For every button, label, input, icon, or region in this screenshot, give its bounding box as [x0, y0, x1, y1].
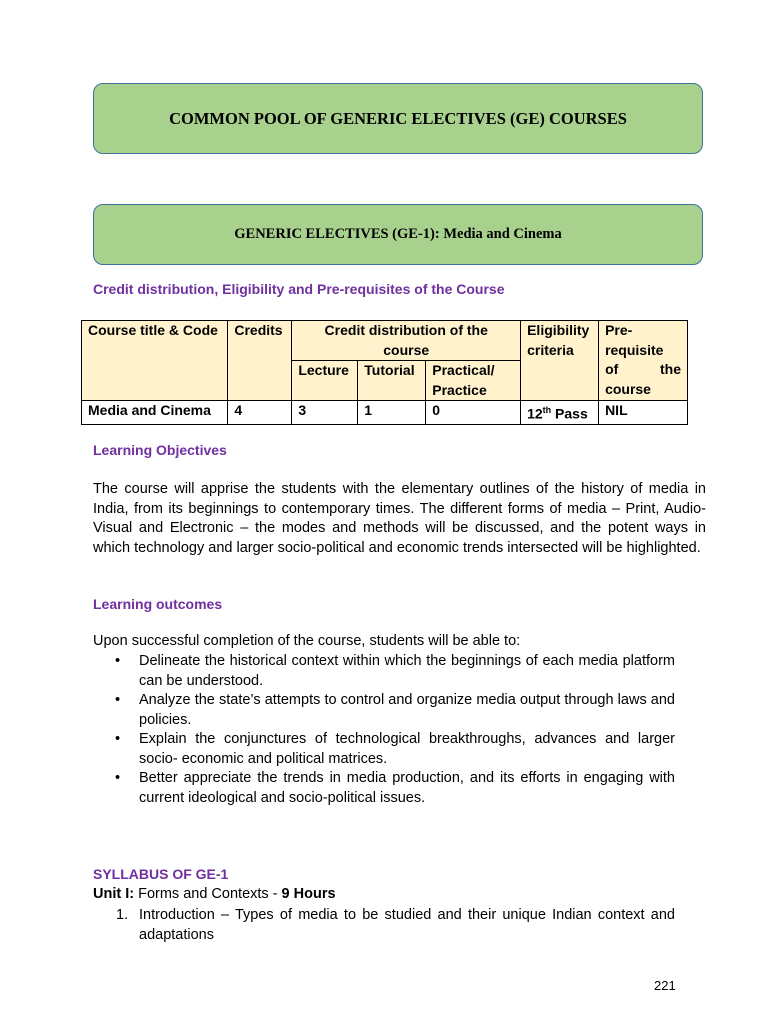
bullet-icon: •	[115, 692, 121, 708]
unit-heading: Unit I: Forms and Contexts - 9 Hours	[93, 886, 336, 902]
learning-outcomes-heading: Learning outcomes	[93, 596, 223, 612]
header-lecture: Lecture	[292, 361, 358, 401]
header-eligibility: Eligibility criteria	[521, 321, 599, 401]
credit-table	[81, 320, 688, 425]
header-prerequisite: Pre- requisite of the course	[599, 321, 688, 401]
bullet-icon: •	[115, 770, 121, 786]
list-item: • Better appreciate the trends in media production, and its efforts in engaging with current ideological and socio-political issues.	[115, 770, 675, 806]
header-credit-distribution: Credit distribution of the course	[292, 321, 521, 361]
header-course-title: Course title & Code	[82, 321, 228, 401]
page-number: 221	[654, 978, 676, 993]
header-tutorial: Tutorial	[358, 361, 426, 401]
cell-prerequisite: NIL	[599, 401, 688, 425]
cell-practical: 0	[426, 401, 521, 425]
unit-topics-list	[93, 906, 675, 945]
bullet-icon: •	[115, 731, 121, 747]
cell-course: Media and Cinema	[82, 401, 228, 425]
cell-tutorial: 1	[358, 401, 426, 425]
list-item: 1. Introduction – Types of media to be studied and their unique Indian context and adaptations	[116, 907, 675, 943]
bullet-icon: •	[115, 653, 121, 669]
learning-objectives-heading: Learning Objectives	[93, 442, 227, 458]
course-title-banner	[93, 204, 703, 265]
syllabus-heading: SYLLABUS OF GE-1	[93, 866, 229, 882]
cell-eligibility: 12th Pass	[521, 401, 599, 425]
header-practical: Practical/ Practice	[426, 361, 521, 401]
cell-lecture: 3	[292, 401, 358, 425]
learning-outcomes-intro: Upon successful completion of the course, students will be able to:	[93, 633, 521, 649]
main-title-banner	[93, 83, 703, 154]
credit-distribution-heading: Credit distribution, Eligibility and Pre-requisites of the Course	[93, 281, 505, 297]
course-title: GENERIC ELECTIVES (GE-1): Media and Cinema	[234, 226, 562, 242]
learning-objectives-text: The course will apprise the students with the elementary outlines of the history of media in India, from its beginnings to contemporary times. The different forms of media – Print, Audio-Visual and Electronic – the modes and methods will be discussed, and the potent ways in which technology and larger socio-political and economic trends intersected will be highlighted.	[93, 481, 706, 556]
list-item: • Analyze the state’s attempts to control and organize media output through laws and policies.	[115, 692, 675, 728]
main-title: COMMON POOL OF GENERIC ELECTIVES (GE) COURSES	[169, 108, 627, 128]
header-credits: Credits	[228, 321, 292, 401]
learning-outcomes-list	[93, 652, 675, 808]
table-row	[82, 401, 688, 425]
list-item: • Explain the conjunctures of technological breakthroughs, advances and larger socio- economic and political matrices.	[115, 731, 675, 767]
cell-credits: 4	[228, 401, 292, 425]
list-item: • Delineate the historical context within which the beginnings of each media platform can be understood.	[115, 653, 675, 689]
